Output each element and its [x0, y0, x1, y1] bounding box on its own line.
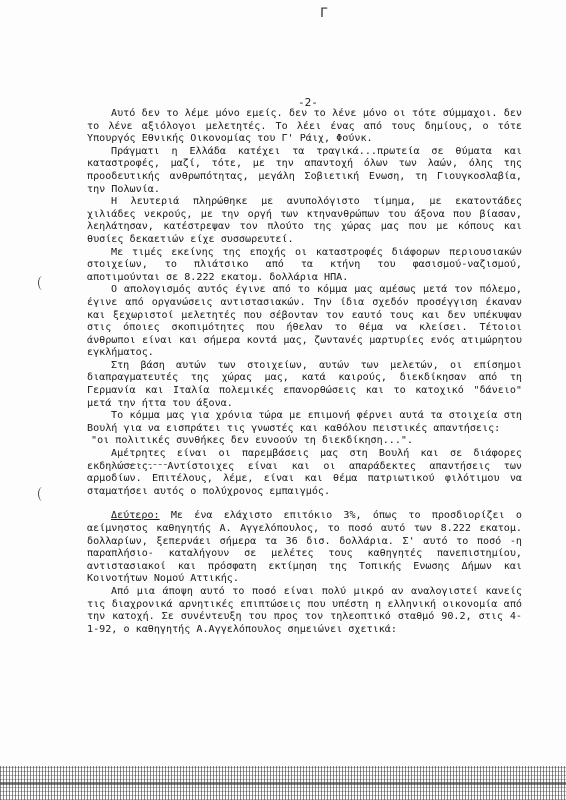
paragraph-7: Το κόμμα μας για χρόνια τώρα με επιμονή φέρνει αυτά τα στοιχεία στη Βουλή για να εισπράτει τις γνωστές και καθόλου πειστικές απαντήσεις: — [87, 410, 522, 434]
paragraph-5: Ο απολογισμός αυτός έγινε από το κόμμα μας αμέσως μετά τον πόλεμο, έγινε από οργανώσεις αντιστασιακών. Την ίδια σχεδόν προσέγγιση έκαναν και ξεχωριστοί μελετητές που σέβονταν τον εαυτό τους και δεν υπέκυψαν στις όποιες σκοπιμότητες που ήθελαν το θέμα να κλείσει. Τέτοιοι άνθρωποι είναι και σήμερα κοντά μας, ζωντανές μαρτυρίες ενός ατιμώρητου εγκλήματος. — [87, 284, 522, 359]
second-point-text: Με ένα ελάχιστο επιτόκιο 3%, όπως το προσδιορίζει ο αείμνηστος καθηγητής Α. Αγγελόπουλος, το ποσό αυτό των 8.222 εκατομ. δολλαρίων, ξεπερνάει σήμερα τα 36 δισ. δολλάρια. Σ' αυτό το ποσό -η παραπλήσιο- καταλήγουν σε μελέτες τους καθηγητές πανεπιστημίου, αντιστασιακοί και πρόσφατη εκτίμηση της Τοπικής Ενωσης Δήμων και Κοινοτήτων Νομού Αττικής. — [87, 510, 522, 585]
punch-hole-mark-lower — [38, 487, 47, 501]
paragraph-1: Αυτό δεν το λέμε μόνο εμείς. δεν το λένε μόνο οι τότε σύμμαχοι. δεν το λένε αξιόλογοι μελετητές. Το λέει ένας από τους δημίους, ο τότε Υπουργός Εθνικής Οικονομίας του Γ' Ράιχ, Φούνκ. — [87, 108, 522, 145]
quoted-reply: "οι πολιτικές συνθήκες δεν ευνοούν τη διεκδίκηση...". — [91, 435, 414, 447]
paragraph-second-point — [87, 510, 522, 586]
paragraph-4: Με τιμές εκείνης της εποχής οι καταστροφές διάφορων περιουσιακών στοιχείων, το πλιάτσικο από τα κτήνη του φασισμού-ναζισμού, αποτιμούνται σε 8.222 εκατομ. δολλάρια ΗΠΑ. — [87, 246, 522, 283]
scan-noise-line — [0, 782, 566, 785]
page-number: -2- — [298, 96, 318, 109]
paragraph-2: Πράγματι η Ελλάδα κατέχει τα τραγικά...πρωτεία σε θύματα και καταστροφές, μαζί, τότε, με την απαντοχή όλων των λαών, όλης της προοδευτικής ανθρωπότητας, μεγάλη Σοβιετική Ενωση, τη Γιουγκοσλαβία, την Πολωνία. — [87, 145, 522, 195]
paragraph-6: Στη βάση αυτών των στοιχείων, αυτών των μελετών, οι επίσημοι διαπραγματευτές της χώρας μας, κατά καιρούς, διεκδίκησαν από τη Γερμανία και Ιταλία πολεμικές επανορθώσεις και το κατοχικό "δάνειο" μετά την ήττα του άξονα. — [87, 359, 522, 409]
second-point-label: Δεύτερο: — [111, 510, 160, 522]
punch-hole-mark-upper — [38, 276, 47, 290]
paragraph-3: Η λευτεριά πληρώθηκε με ανυπολόγιστο τίμημα, με εκατοντάδες χιλιάδες νεκρούς, με την οργή των κτηνανθρώπων του άξονα που βίασαν, λεηλάτησαν, κατέστρεψαν τον πλούτο της χώρας μας που με κόπους και θυσίες δεκαετιών είχε συσσωρευτεί. — [87, 196, 522, 245]
paragraph-8: Αμέτρητες είναι οι παρεμβάσεις μας στη Βουλή και σε διάφορες εκδηλώσεις. Αντίστοιχες είναι και οι απαράδεκτες απαντήσεις των αρμοδίων. Επιτέλους, λέμε, είναι και θέμα πατριωτικού φιλότιμου να σταματήσει αυτός ο πολύχρονος εμπαιγμός. — [87, 448, 522, 497]
margin-dash-mark — [112, 464, 172, 466]
paragraph-10: Από μια άποψη αυτό το ποσό είναι πολύ μικρό αν αναλογιστεί κανείς τις διαχρονικά αρνητικές επιπτώσεις που υπέστη η ελληνική οικονομία από την κατοχή. Σε συνέντευξη του προς τον τηλεοπτικό σταθμό 90.2, στις 4-1-92, ο καθηγητής Α.Αγγελόπουλος σημειώνει σχετικά: — [87, 585, 522, 635]
document-body — [87, 108, 522, 636]
top-margin-mark: Γ — [320, 6, 328, 21]
